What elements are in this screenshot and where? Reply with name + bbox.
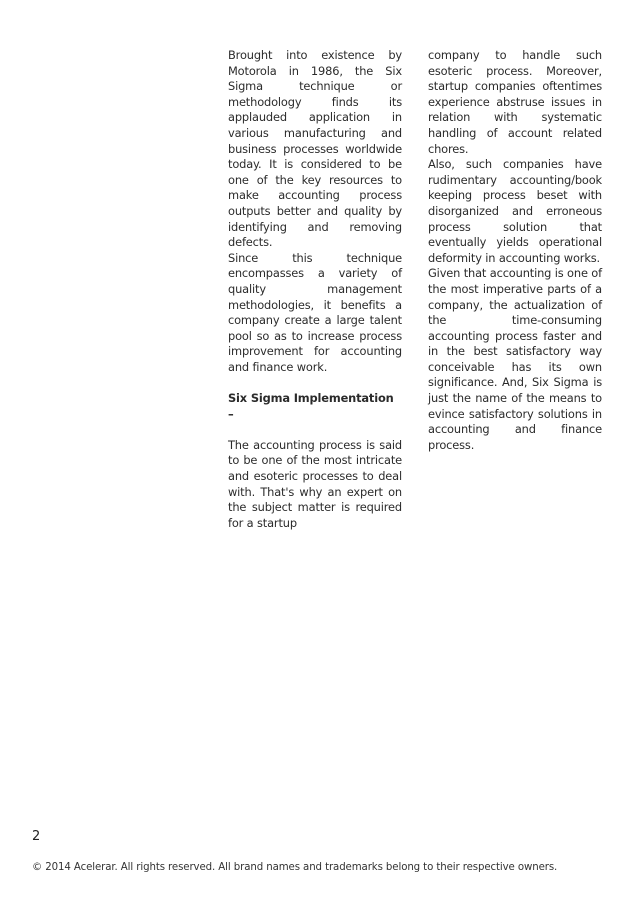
page-number: 2 — [32, 829, 41, 844]
left-paragraph-2: Since this technique encompasses a variety of quality management methodologies, it benefits a company create a large talent pool so as to increase process improvement for accounting and finance work. — [228, 250, 402, 374]
left-paragraph-1: Brought into existence by Motorola in 1986, the Six Sigma technique or methodology finds its applauded application in various manufacturing and business processes worldwide today. It is considered to be one of the key resources to make accounting process outputs better and quality by identifying and removing defects. — [228, 48, 402, 250]
right-paragraph-1: company to handle such esoteric process. Moreover, startup companies oftentimes experience abstruse issues in relation with systematic handling of account related chores. — [428, 48, 602, 156]
section-heading: Six Sigma Implementation – — [228, 391, 394, 421]
right-paragraph-2: Also, such companies have rudimentary accounting/book keeping process beset with disorganized and erroneous process solution that eventually yields operational deformity in accounting works. — [428, 157, 602, 265]
copyright-footer: © 2014 Acelerar. All rights reserved. All brand names and trademarks belong to their respective owners. — [32, 862, 558, 873]
right-paragraph-3: Given that accounting is one of the most imperative parts of a company, the actualization of the time-consuming accounting process faster and in the best satisfactory way conceivable has its own significance. And, Six Sigma is just the name of the means to evince satisfactory solutions in accounting and finance process. — [428, 266, 602, 452]
left-paragraph-3: The accounting process is said to be one of the most intricate and esoteric processes to deal with. That's why an expert on the subject matter is required for a startup — [228, 437, 402, 530]
left-column — [228, 48, 402, 531]
right-column — [428, 48, 602, 453]
